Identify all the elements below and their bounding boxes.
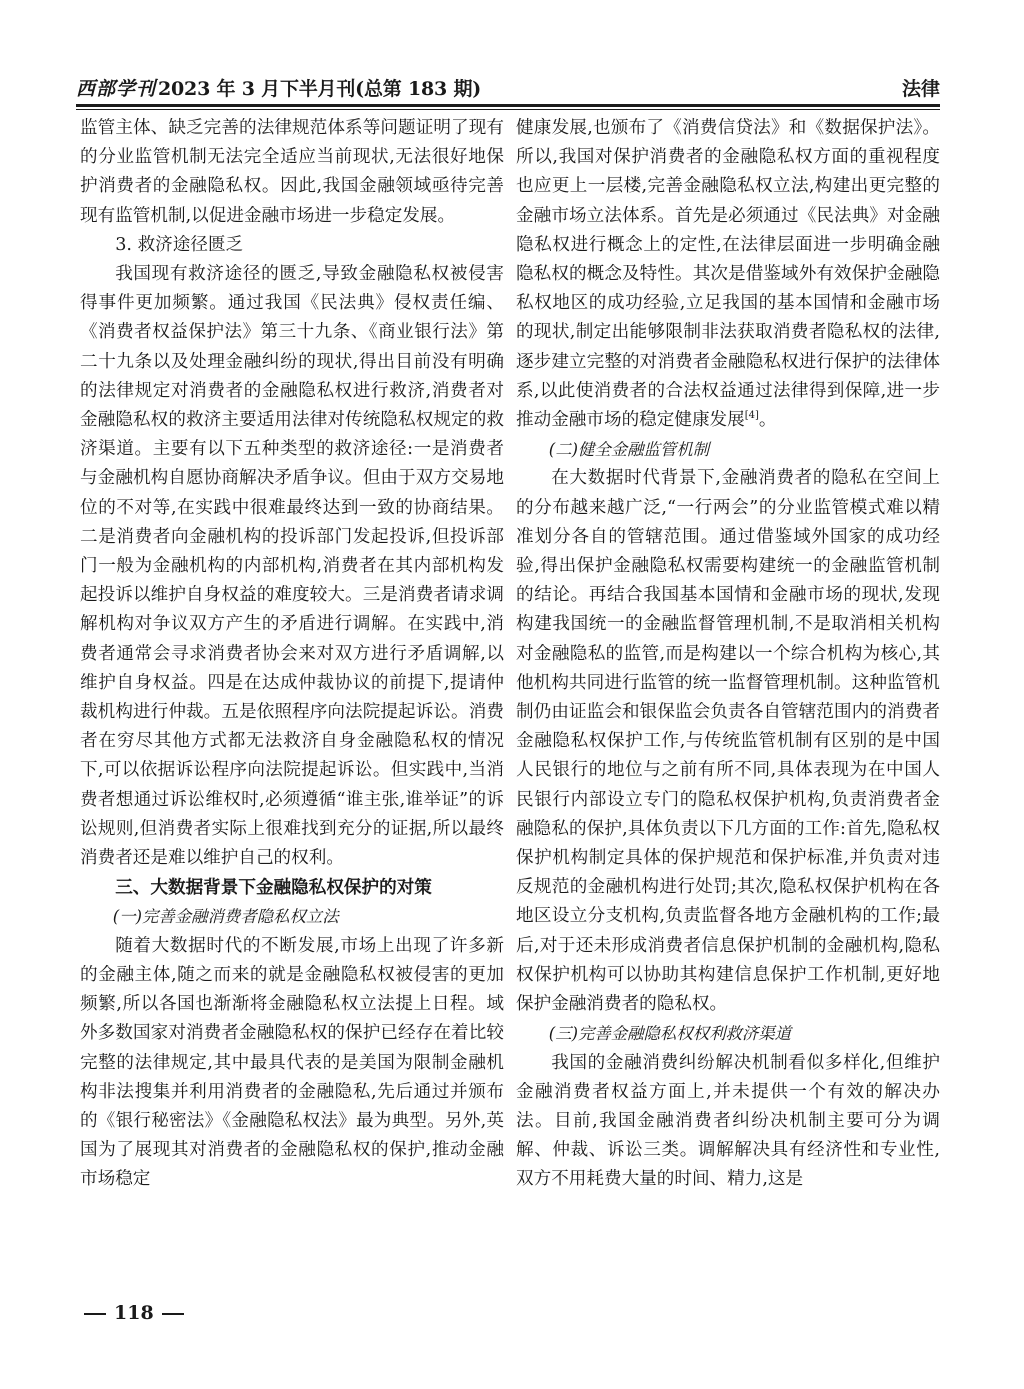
page-number-value: 118 (114, 1302, 154, 1324)
paragraph-tail: 。 (758, 410, 777, 431)
left-column (80, 114, 504, 1195)
citation-ref: [4] (744, 410, 759, 422)
subsection-heading: 3. 救济途径匮乏 (115, 234, 244, 255)
running-header (76, 70, 940, 106)
page-number (84, 1302, 184, 1324)
subsection-heading: (一)完善金融消费者隐私权立法 (112, 907, 339, 927)
paragraph: 监管主体、缺乏完善的法律规范体系等问题证明了现有的分业监管机制无法完全适应当前现状,无法很好地保护消费者的金融隐私权。因此,我国金融领域亟待完善现有监管机制,以促进金融市场进一步稳定发展。 (80, 118, 504, 226)
paragraph: 我国的金融消费纠纷解决机制看似多样化,但维护金融消费者权益方面上,并未提供一个有效的解决办法。目前,我国金融消费者纠纷决机制主要可分为调解、仲裁、诉讼三类。调解解决具有经济性和专业性,双方不用耗费大量的时间、精力,这是 (516, 1052, 940, 1190)
page-number-dash (162, 1313, 184, 1315)
subsection-heading: (二)健全金融监管机制 (548, 440, 710, 460)
issue-info: 2023 年 3 月下半月刊(总第 183 期) (158, 78, 482, 100)
header-rule-thick (76, 104, 940, 107)
right-column (516, 114, 940, 1195)
paragraph-text: 健康发展,也颁布了《消费信贷法》和《数据保护法》。所以,我国对保护消费者的金融隐私权方面的重视程度也应更上一层楼,完善金融隐私权立法,构建出更完整的金融市场立法体系。首先是必须通过《民法典》对金融隐私权进行概念上的定性,在法律层面进一步明确金融隐私权的概念及特性。其次是借鉴域外有效保护金融隐私权地区的成功经验,立足我国的基本国情和金融市场的现状,制定出能够限制非法获取消费者隐私权的法律,逐步建立完整的对消费者金融隐私权进行保护的法律体系,以此使消费者的合法权益通过法律得到保障,进一步推动金融市场的稳定健康发展 (516, 118, 940, 431)
journal-title (76, 74, 481, 101)
journal-logo: 西部学刊 (76, 78, 157, 100)
section-heading: 三、大数据背景下金融隐私权保护的对策 (115, 877, 432, 899)
paragraph: 我国现有救济途径的匮乏,导致金融隐私权被侵害得事件更加频繁。通过我国《民法典》侵权责任编、《消费者权益保护法》第三十九条、《商业银行法》第二十九条以及处理金融纠纷的现状,得出目前没有明确的法律规定对消费者的金融隐私权进行救济,消费者对金融隐私权的救济主要适用法律对传统隐私权规定的救济渠道。主要有以下五种类型的救济途径:一是消费者与金融机构自愿协商解决矛盾争议。但由于双方交易地位的不对等,在实践中很难最终达到一致的协商结果。二是消费者向金融机构的投诉部门发起投诉,但投诉部门一般为金融机构的内部机构,消费者在其内部机构发起投诉以维护自身权益的难度较大。三是消费者请求调解机构对争议双方产生的矛盾进行调解。在实践中,消费者通常会寻求消费者协会来对双方进行矛盾调解,以维护自身权益。四是在达成仲裁协议的前提下,提请仲裁机构进行仲裁。五是依照程序向法院提起诉讼。消费者在穷尽其他方式都无法救济自身金融隐私权的情况下,可以依据诉讼程序向法院提起诉讼。但实践中,当消费者想通过诉讼维权时,必须遵循“谁主张,谁举证”的诉讼规则,但消费者实际上很难找到充分的证据,所以最终消费者还是难以维护自己的权利。 (80, 264, 504, 869)
paragraph (516, 114, 940, 435)
paragraph: 在大数据时代背景下,金融消费者的隐私在空间上的分布越来越广泛,“一行两会”的分业监管模式难以精准划分各自的管辖范围。通过借鉴域外国家的成功经验,得出保护金融隐私权需要构建统一的金融监管机制的结论。再结合我国基本国情和金融市场的现状,发现构建我国统一的金融监督管理机制,不是取消相关机构对金融隐私的监管,而是构建以一个综合机构为核心,其他机构共同进行监管的统一监督管理机制。这种监管机制仍由证监会和银保监会负责各自管辖范围内的消费者金融隐私权保护工作,与传统监管机制有区别的是中国人民银行的地位与之前有所不同,具体表现为在中国人民银行内部设立专门的隐私权保护机构,负责消费者金融隐私的保护,具体负责以下几方面的工作:首先,隐私权保护机构制定具体的保护规范和保护标准,并负责对违反规范的金融机构进行处罚;其次,隐私权保护机构在各地区设立分支机构,负责监督各地方金融机构的工作;最后,对于还未形成消费者信息保护机制的金融机构,隐私权保护机构可以协助其构建信息保护工作机制,更好地保护金融消费者的隐私权。 (516, 468, 940, 1015)
section-name: 法律 (901, 78, 940, 100)
paragraph: 随着大数据时代的不断发展,市场上出现了许多新的金融主体,随之而来的就是金融隐私权被侵害的更加频繁,所以各国也渐渐将金融隐私权立法提上日程。域外多数国家对消费者金融隐私权的保护已经存在着比较完整的法律规定,其中最具代表的是美国为限制金融机构非法搜集并利用消费者的金融隐私,先后通过并颁布的《银行秘密法》《金融隐私权法》最为典型。另外,英国为了展现其对消费者的金融隐私权的保护,推动金融市场稳定 (80, 935, 504, 1190)
subsection-heading: (三)完善金融隐私权权利救济渠道 (548, 1024, 792, 1044)
header-rule-thin (76, 109, 940, 110)
page-number-dash (84, 1313, 106, 1315)
